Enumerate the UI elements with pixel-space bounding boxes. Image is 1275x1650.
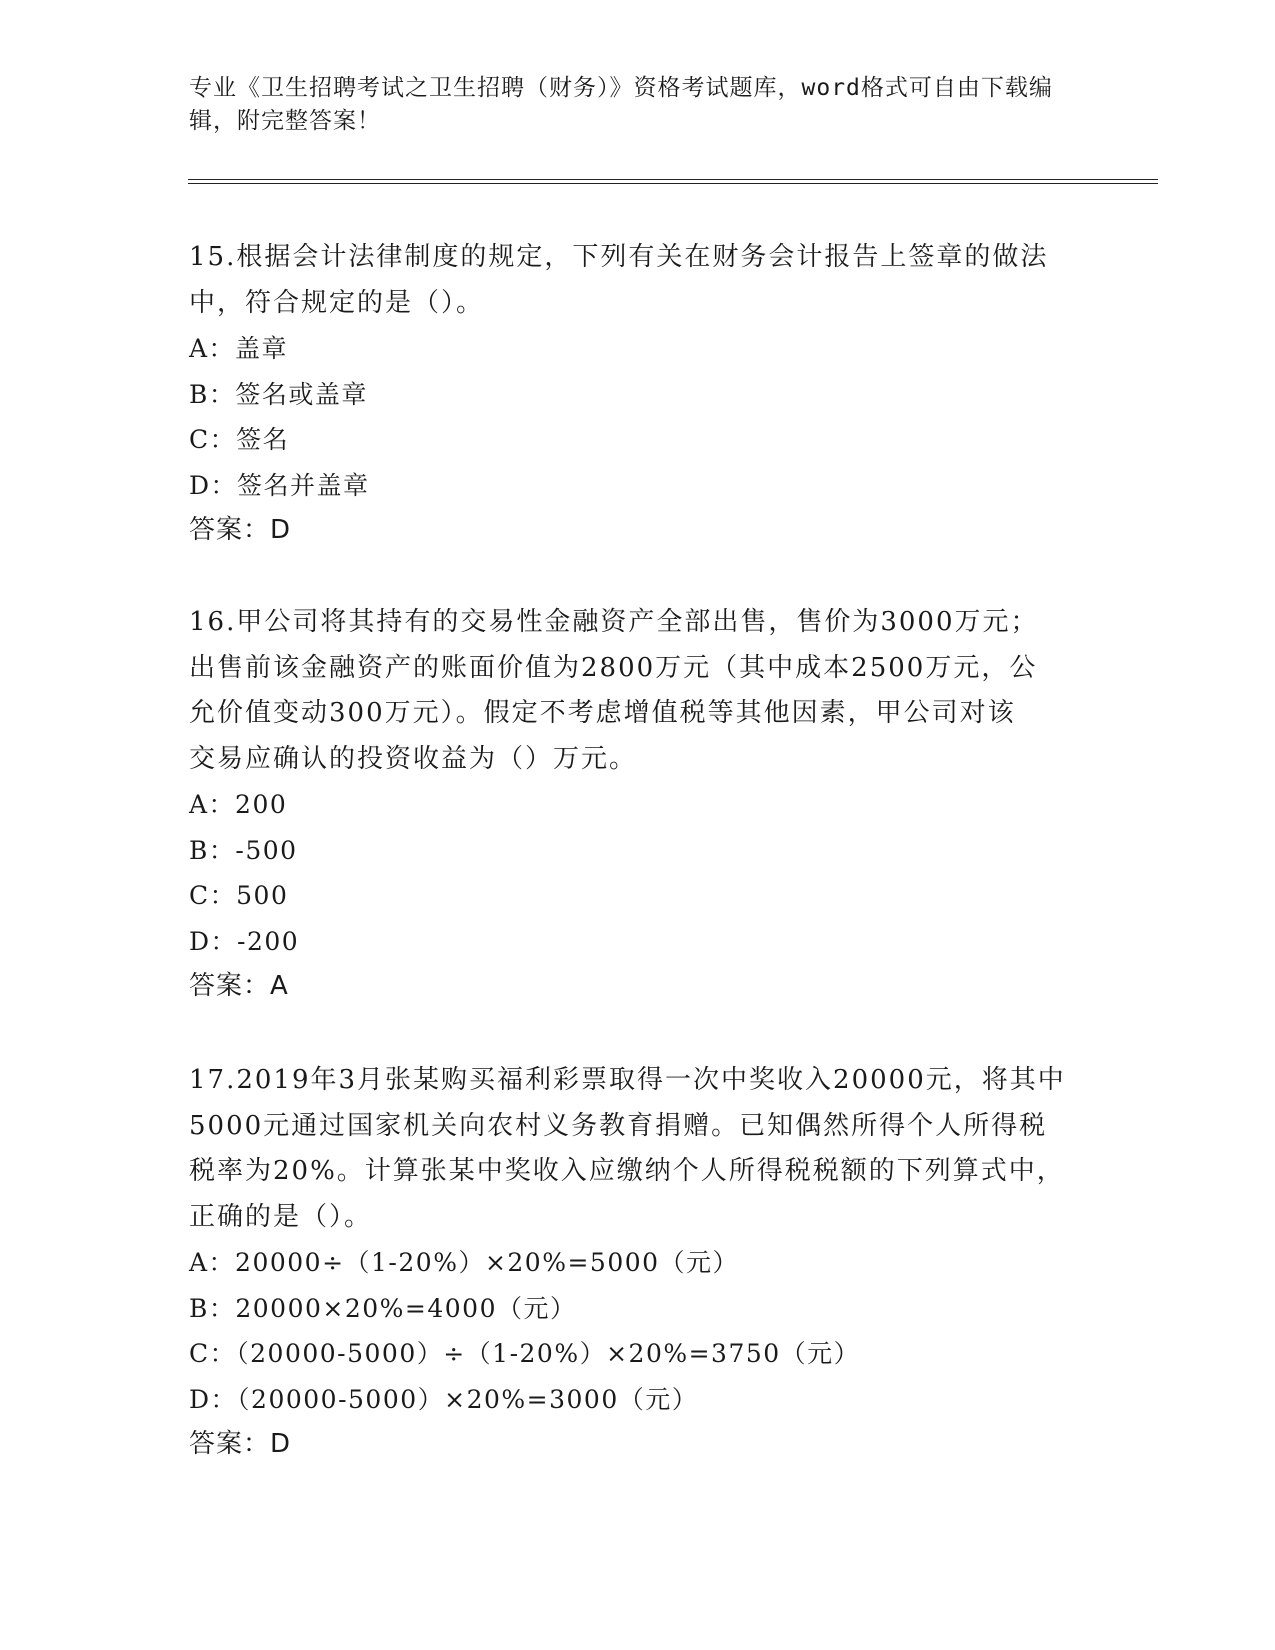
option-b: B：签名或盖章 [189,379,368,409]
stem-line: 16.甲公司将其持有的交易性金融资产全部出售，售价为3000万元； [189,607,1039,637]
stem-line: 5000元通过国家机关向农村义务教育捐赠。已知偶然所得个人所得税 [189,1110,1048,1141]
option-d: D：（20000-5000）×20%=3000（元） [189,1384,699,1414]
header-title: 专业《卫生招聘考试之卫生招聘（财务）》资格考试题库，word格式可自由下载编辑，附完整答案！ [189,75,1053,134]
question-stem [189,235,1089,326]
stem-line: 交易应确认的投资收益为（）万元。 [189,743,638,774]
stem-line: 税率为20%。计算张某中奖收入应缴纳个人所得税税额的下列算式中， [189,1156,1065,1186]
option-c: C：（20000-5000）÷（1-20%）×20%=3750（元） [189,1339,861,1368]
header-divider-top [188,179,1158,180]
option-a: A：盖章 [189,334,289,363]
question-16 [189,600,1089,1010]
question-17 [189,1058,1089,1468]
stem-line: 17.2019年3月张某购买福利彩票取得一次中奖收入20000元，将其中 [189,1065,1066,1095]
stem-line: 正确的是（）。 [189,1201,373,1232]
stem-line: 15.根据会计法律制度的规定，下列有关在财务会计报告上签章的做法 [189,242,1049,272]
option-d: D：签名并盖章 [189,470,370,500]
option-b: B：-500 [189,835,298,865]
stem-line: 出售前该金融资产的账面价值为2800万元（其中成本2500万元，公 [189,652,1038,683]
option-a: A：20000÷（1-20%）×20%=5000（元） [189,1248,740,1277]
option-c: C：签名 [189,425,290,454]
stem-line: 中，符合规定的是（）。 [189,287,485,318]
document-header [189,72,1069,138]
header-divider-bottom [188,183,1158,184]
option-d: D：-200 [189,926,300,956]
stem-line: 允价值变动300万元）。假定不考虑增值税等其他因素，甲公司对该 [189,698,1016,728]
option-a: A：200 [189,790,288,819]
question-stem [189,600,1089,782]
answer-line: 答案：D [189,1429,292,1459]
option-b: B：20000×20%=4000（元） [189,1293,577,1323]
question-15 [189,235,1089,554]
question-stem [189,1058,1089,1240]
answer-line: 答案：D [189,515,292,545]
option-c: C：500 [189,881,289,910]
answer-line: 答案：A [189,971,289,1001]
